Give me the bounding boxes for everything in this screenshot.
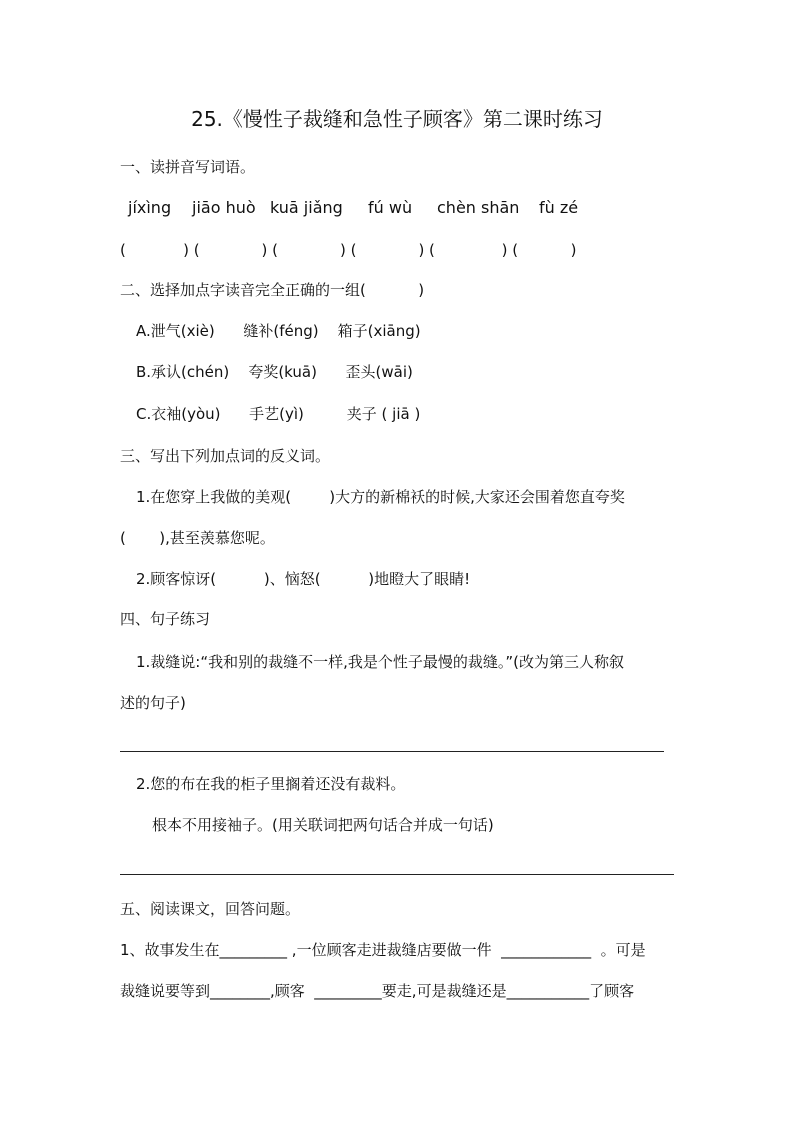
option-a: A.泄气(xiè) 缝补(féng) 箱子(xiāng) (136, 322, 421, 340)
pinyin-4: fú wù (368, 198, 413, 217)
section4-q2-line2: 根本不用接袖子。(用关联词把两句话合并成一句话) (152, 816, 494, 834)
section3-q1-line1: 1.在您穿上我做的美观( )大方的新棉袄的时候,大家还会围着您直夸奖 (136, 488, 625, 506)
section5-line1: 1、故事发生在_________ ,一位顾客走进裁缝店要做一件 ____________ 。可是 (120, 941, 646, 959)
pinyin-3: kuā jiǎng (270, 198, 343, 217)
pinyin-6: fù zé (539, 198, 579, 217)
answer-line-1 (120, 751, 664, 752)
section4-q2-line1: 2.您的布在我的柜子里搁着还没有裁料。 (136, 775, 406, 793)
section4-heading: 四、句子练习 (120, 610, 211, 628)
option-c: C.衣袖(yòu) 手艺(yì) 夹子 ( jiā ) (136, 405, 421, 423)
section4-q1-line2: 述的句子) (120, 694, 186, 712)
pinyin-2: jiāo huò (192, 198, 256, 217)
section1-heading: 一、读拼音写词语。 (120, 158, 256, 176)
option-b: B.承认(chén) 夸奖(kuā) 歪头(wāi) (136, 363, 413, 381)
answer-brackets: ( ) ( ) ( ) ( ) ( ) ( ) (120, 241, 577, 259)
pinyin-1: jíxìng (128, 198, 172, 217)
section3-heading: 三、写出下列加点词的反义词。 (120, 447, 331, 465)
section5-line2: 裁缝说要等到________,顾客 _________要走,可是裁缝还是___________了顾客 (120, 982, 635, 1000)
section5-heading: 五、阅读课文，回答问题。 (120, 900, 301, 918)
answer-line-2 (120, 874, 674, 875)
section2-heading: 二、选择加点字读音完全正确的一组( ) (120, 281, 425, 299)
section3-q2: 2.顾客惊讶( )、恼怒( )地瞪大了眼睛! (136, 570, 471, 588)
section3-q1-line2: ( ),甚至羡慕您呢。 (120, 529, 275, 547)
pinyin-5: chèn shān (437, 198, 520, 217)
page-title: 25.《慢性子裁缝和急性子顾客》第二课时练习 (191, 107, 603, 131)
section4-q1-line1: 1.裁缝说:“我和别的裁缝不一样,我是个性子最慢的裁缝。”(改为第三人称叙 (136, 653, 625, 671)
